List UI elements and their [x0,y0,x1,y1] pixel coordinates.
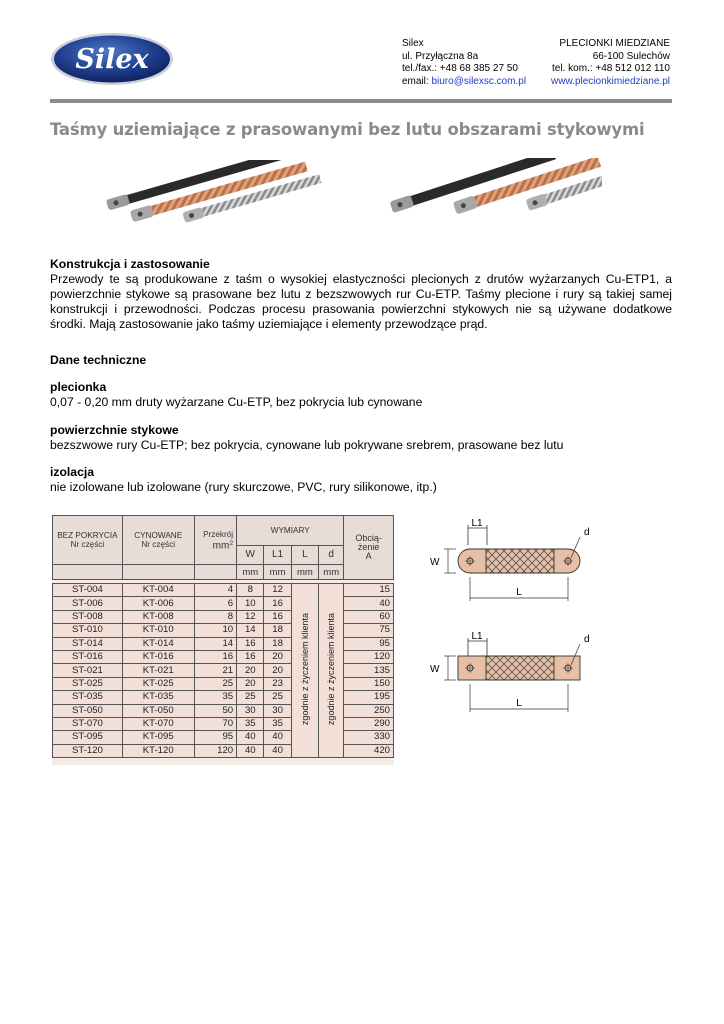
spec-table [52,515,394,758]
label-l1: L1 [471,518,483,529]
website-link[interactable]: www.plecionkimiedziane.pl [551,75,670,87]
cell-w: 35 [237,717,264,730]
cell-part-cynowane: KT-016 [122,650,194,663]
tech-item-izolacja [50,465,672,495]
cell-obciazenie: 120 [344,650,394,663]
cell-przekroj: 10 [194,624,236,637]
label-w: W [430,664,440,675]
cell-l1: 18 [264,624,291,637]
spec-table-body [53,584,394,758]
cell-part-cynowane: KT-025 [122,677,194,690]
col-header-w: W [237,545,264,564]
product-photo-2 [384,158,602,228]
cell-w: 30 [237,704,264,717]
company-email-line [402,76,526,89]
cell-l1: 35 [264,717,291,730]
cell-obciazenie: 60 [344,610,394,623]
page-title: Taśmy uziemiające z prasowanymi bez lutu obszarami stykowymi [50,120,645,139]
technical-heading: Dane techniczne [50,353,147,367]
unit-mm: mm [291,565,318,580]
product-line-name: PLECIONKI MIEDZIANE [559,38,670,49]
cell-l1: 12 [264,584,291,597]
cell-obciazenie: 250 [344,704,394,717]
cell-part-bez: ST-120 [53,744,123,757]
cell-part-cynowane: KT-006 [122,597,194,610]
label-l: L [516,698,522,709]
tech-item-label: powierzchnie stykowe [50,423,179,437]
construction-text: Przewody te są produkowane z taśm o wysokiej elastyczności plecionych z drutów wyżarzanych Cu-ETP1, a powierzchnie stykowe są prasowane bez lutu z bezszwowych rur Cu-ETP. Taśmy plecione i rury są takiej samej konstrukcji i przewodności. Podczas procesu prasowania powierzchni stykowych nie są używane dodatkowe środki. Mają zastosowanie jako taśmy uziemiające i elementy przewodzące prąd. [50,272,672,331]
cell-part-cynowane: KT-095 [122,731,194,744]
cell-przekroj: 14 [194,637,236,650]
cell-l1: 25 [264,691,291,704]
cell-obciazenie: 40 [344,597,394,610]
cell-obciazenie: 150 [344,677,394,690]
col-header-d: d [319,545,344,564]
construction-heading: Konstrukcja i zastosowanie [50,257,210,271]
cell-przekroj: 4 [194,584,236,597]
cell-part-cynowane: KT-014 [122,637,194,650]
cell-obciazenie: 420 [344,744,394,757]
spec-table-wrap [52,515,394,765]
unit-mm: mm [264,565,291,580]
table-row [53,584,394,597]
email-link[interactable]: biuro@silexsc.com.pl [431,75,527,87]
cell-l1: 20 [264,664,291,677]
cell-w: 40 [237,731,264,744]
product-city: 66-100 Sulechów [592,50,670,62]
cell-obciazenie: 330 [344,731,394,744]
cell-przekroj: 16 [194,650,236,663]
construction-section [50,257,672,332]
cell-w: 10 [237,597,264,610]
cell-w: 16 [237,637,264,650]
col-header-cynowane: CYNOWANE Nr części [122,516,194,565]
product-photo-1 [100,160,328,226]
cell-part-cynowane: KT-008 [122,610,194,623]
unit-mm: mm [237,565,264,580]
cell-przekroj: 21 [194,664,236,677]
header-divider [50,99,672,103]
cell-l1: 23 [264,677,291,690]
cell-przekroj: 8 [194,610,236,623]
cell-part-cynowane: KT-070 [122,717,194,730]
cell-obciazenie: 95 [344,637,394,650]
technical-section [50,353,672,368]
dimension-diagram-1 [428,515,596,605]
cell-part-cynowane: KT-120 [122,744,194,757]
cell-obciazenie: 135 [344,664,394,677]
cell-part-cynowane: KT-021 [122,664,194,677]
cell-przekroj: 25 [194,677,236,690]
cell-d-custom [319,584,344,758]
email-label: email: [402,75,432,87]
cell-part-bez: ST-025 [53,677,123,690]
cell-part-bez: ST-035 [53,691,123,704]
cell-przekroj: 50 [194,704,236,717]
cell-l1: 16 [264,597,291,610]
tech-item-text: bezszwowe rury Cu-ETP; bez pokrycia, cynowane lub pokrywane srebrem, prasowane bez lutu [50,438,564,452]
cell-w: 20 [237,664,264,677]
cell-part-bez: ST-070 [53,717,123,730]
tech-item-text: nie izolowane lub izolowane (rury skurczowe, PVC, rury silikonowe, itp.) [50,480,437,494]
cell-obciazenie: 195 [344,691,394,704]
cell-przekroj: 35 [194,691,236,704]
cell-l1: 40 [264,731,291,744]
cell-l1: 16 [264,610,291,623]
cell-w: 14 [237,624,264,637]
cell-w: 25 [237,691,264,704]
cell-l-custom [291,584,318,758]
cell-part-bez: ST-050 [53,704,123,717]
header-spacer [53,565,123,580]
cell-w: 12 [237,610,264,623]
label-d: d [584,527,590,538]
vertical-note: zgodnie z życzeniem klienta [326,612,337,725]
col-header-obciazenie: Obcią- żenie A [344,516,394,580]
label-l: L [516,587,522,598]
cell-part-bez: ST-014 [53,637,123,650]
tech-item-powierzchnie [50,423,672,453]
cell-przekroj: 120 [194,744,236,757]
col-header-l1: L1 [264,545,291,564]
cell-obciazenie: 290 [344,717,394,730]
tech-item-text: 0,07 - 0,20 mm druty wyżarzane Cu-ETP, bez pokrycia lub cynowane [50,395,423,409]
vertical-note: zgodnie z życzeniem klienta [299,612,310,725]
cell-w: 16 [237,650,264,663]
cell-part-bez: ST-010 [53,624,123,637]
col-header-l: L [291,545,318,564]
cell-l1: 30 [264,704,291,717]
cell-part-cynowane: KT-004 [122,584,194,597]
company-name: Silex [402,38,424,49]
cell-part-cynowane: KT-010 [122,624,194,637]
col-header-bez: BEZ POKRYCIA Nr części [53,516,123,565]
unit-mm: mm [319,565,344,580]
company-phone: tel./fax.: +48 68 385 27 50 [402,63,518,74]
logo-text: Silex [75,44,149,75]
label-w: W [430,557,440,568]
cell-l1: 18 [264,637,291,650]
product-phone: tel. kom.: +48 512 012 110 [552,63,670,74]
cell-obciazenie: 75 [344,624,394,637]
col-header-wymiary: WYMIARY [237,516,344,546]
header-spacer [122,565,194,580]
col-header-przekroj: Przekrój $mm^2$ [194,516,236,565]
silex-logo [50,32,174,86]
cell-part-cynowane: KT-050 [122,704,194,717]
label-d: d [584,634,590,645]
cell-w: 40 [237,744,264,757]
cell-part-bez: ST-004 [53,584,123,597]
cell-przekroj: 6 [194,597,236,610]
cell-part-bez: ST-006 [53,597,123,610]
tech-item-label: izolacja [50,465,95,479]
cell-l1: 20 [264,650,291,663]
header-spacer [194,565,236,580]
cell-przekroj: 95 [194,731,236,744]
cell-part-cynowane: KT-035 [122,691,194,704]
company-contact-block [402,38,526,88]
company-address: ul. Przyłączna 8a [402,50,479,62]
tech-item-plecionka [50,380,672,410]
cell-obciazenie: 15 [344,584,394,597]
cell-w: 20 [237,677,264,690]
cell-part-bez: ST-016 [53,650,123,663]
cell-part-bez: ST-008 [53,610,123,623]
dimension-diagram-2 [428,628,596,718]
cell-part-bez: ST-021 [53,664,123,677]
product-contact-block [551,38,670,88]
tech-item-label: plecionka [50,380,107,394]
cell-part-bez: ST-095 [53,731,123,744]
cell-przekroj: 70 [194,717,236,730]
cell-w: 8 [237,584,264,597]
cell-l1: 40 [264,744,291,757]
label-l1: L1 [471,631,483,642]
